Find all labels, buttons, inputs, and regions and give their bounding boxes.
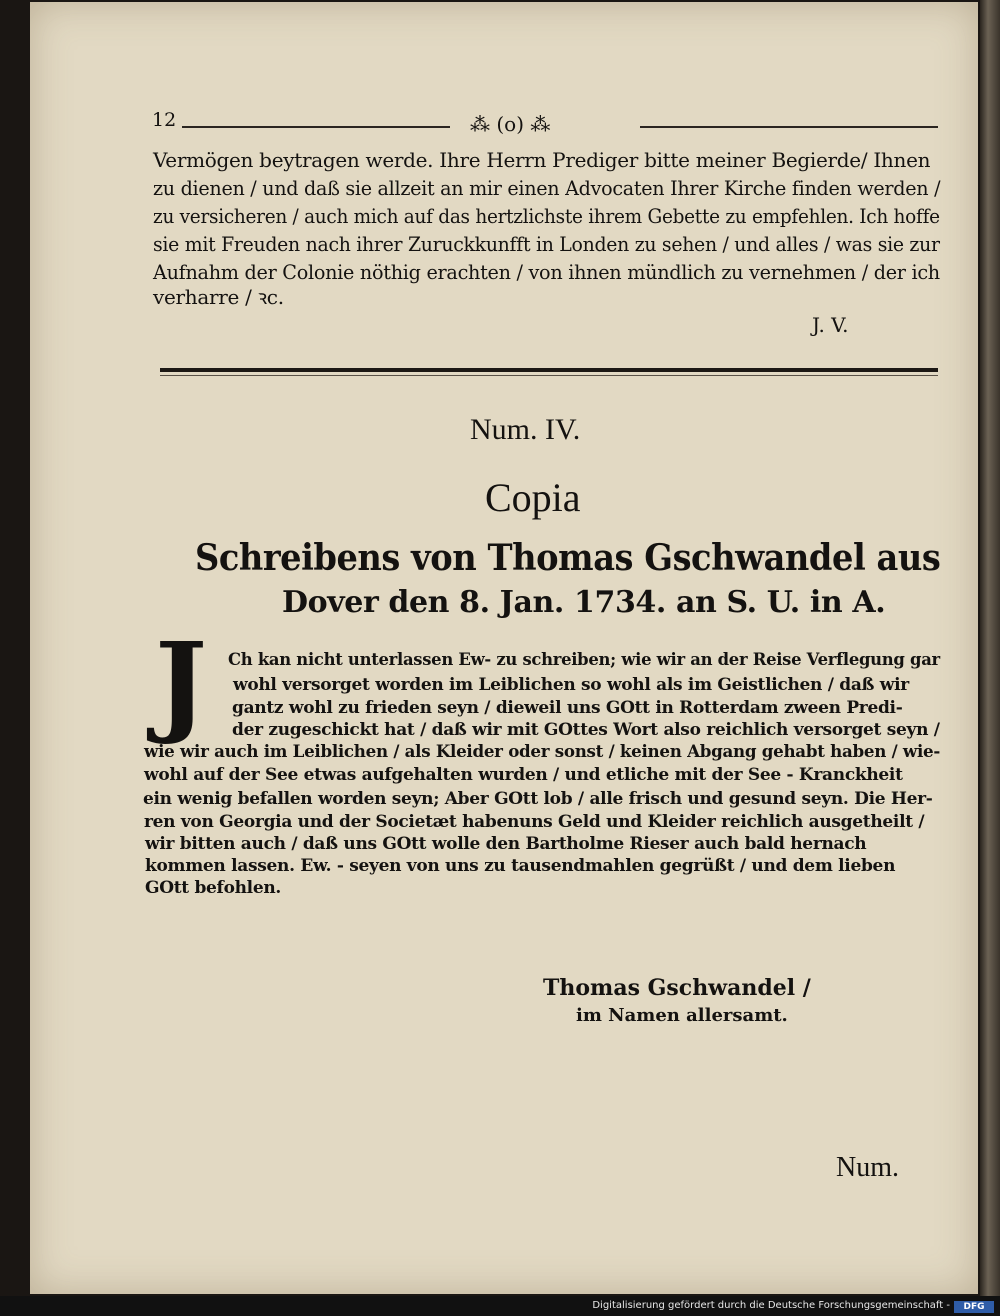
decorated-initial: J bbox=[154, 618, 208, 747]
section-title-line2: Dover den 8. Jan. 1734. an S. U. in A. bbox=[282, 585, 886, 620]
letter-line: Ch kan nicht unterlassen Ew- zu schreiben; wie wir an der Reise Verflegung gar bbox=[228, 650, 940, 670]
letter-line: der zugeschickt hat / daß wir mit GOttes Wort also reichlich versorget seyn / bbox=[232, 720, 940, 740]
top-signature: J. V. bbox=[812, 313, 849, 337]
section-heading: Copia bbox=[485, 475, 581, 520]
section-divider bbox=[160, 368, 938, 372]
body-line: sie mit Freuden nach ihrer Zuruckkunfft in Londen zu sehen / und alles / was sie zur bbox=[153, 232, 940, 256]
body-line: Vermögen beytragen werde. Ihre Herrn Prediger bitte meiner Begierde/ Ihnen bbox=[153, 148, 931, 172]
section-number: Num. IV. bbox=[470, 413, 581, 446]
letter-line: kommen lassen. Ew. - seyen von uns zu tausendmahlen gegrüßt / und dem lieben bbox=[145, 856, 896, 876]
section-title-line1: Schreibens von Thomas Gschwandel aus bbox=[195, 537, 941, 579]
catchword: Num. bbox=[836, 1152, 899, 1183]
letter-signature-subline: im Namen allersamt. bbox=[576, 1005, 788, 1026]
footer-credit: Digitalisierung gefördert durch die Deutsche Forschungsgemeinschaft - bbox=[592, 1300, 950, 1311]
header-rule-right bbox=[640, 126, 938, 128]
header-rule-left bbox=[182, 126, 450, 128]
letter-line: wohl auf der See etwas aufgehalten wurden / und etliche mit der See - Kranckheit bbox=[144, 765, 903, 785]
letter-line: ren von Georgia und der Societæt habenuns Geld und Kleider reichlich ausgetheilt / bbox=[144, 812, 925, 832]
letter-line: GOtt befohlen. bbox=[145, 878, 282, 898]
letter-line: wir bitten auch / daß uns GOtt wolle den Bartholme Rieser auch bald hernach bbox=[145, 834, 867, 854]
letter-line: gantz wohl zu frieden seyn / dieweil uns GOtt in Rotterdam zween Predi- bbox=[232, 698, 903, 718]
body-line: zu versicheren / auch mich auf das hertzlichste ihrem Gebette zu empfehlen. Ich hoffe bbox=[153, 204, 940, 228]
running-head-ornament: ⁂ (o) ⁂ bbox=[470, 112, 551, 136]
page-edge bbox=[980, 0, 1000, 1300]
letter-signature-name: Thomas Gschwandel / bbox=[543, 975, 811, 1001]
letter-line: ein wenig befallen worden seyn; Aber GOtt lob / alle frisch und gesund seyn. Die Her- bbox=[143, 789, 933, 809]
section-divider-thin bbox=[160, 375, 938, 376]
letter-line: wie wir auch im Leiblichen / als Kleider oder sonst / keinen Abgang gehabt haben / wie- bbox=[144, 742, 940, 762]
page-number: 12 bbox=[152, 109, 177, 131]
dfg-logo-icon: DFG bbox=[954, 1301, 994, 1313]
body-line: verharre / ꝛc. bbox=[153, 285, 284, 309]
body-line: zu dienen / und daß sie allzeit an mir einen Advocaten Ihrer Kirche finden werden / bbox=[153, 176, 941, 200]
body-line: Aufnahm der Colonie nöthig erachten / von ihnen mündlich zu vernehmen / der ich bbox=[153, 260, 940, 284]
letter-line: wohl versorget worden im Leiblichen so wohl als im Geistlichen / daß wir bbox=[233, 675, 909, 695]
